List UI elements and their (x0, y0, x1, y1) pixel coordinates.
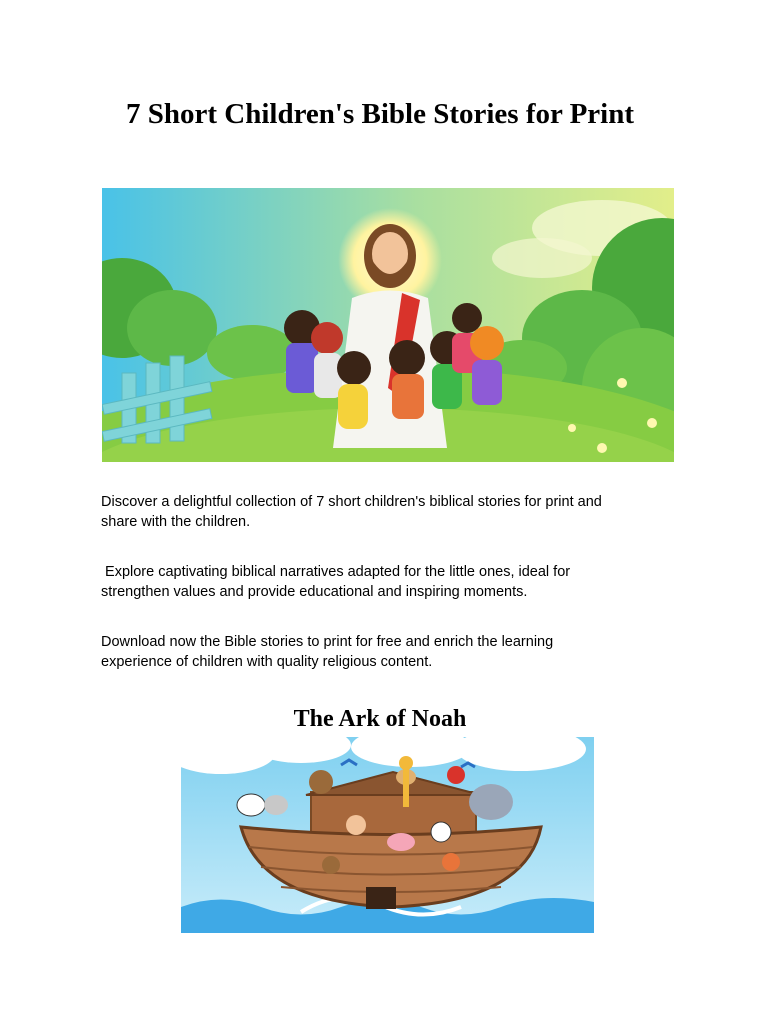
intro-paragraph: Discover a delightful collection of 7 short children's biblical stories for print and share with the children. (101, 494, 602, 530)
document-title: 7 Short Children's Bible Stories for Print (125, 98, 635, 130)
hero-illustration (102, 188, 674, 462)
download-paragraph: Download now the Bible stories to print for free and enrich the learning experience of children with quality religious content. (101, 634, 554, 670)
ark-illustration (181, 737, 594, 933)
section-title: The Ark of Noah (293, 706, 467, 732)
explore-paragraph: Explore captivating biblical narratives adapted for the little ones, ideal for strengthen values and provide educational and inspiring moments. (101, 564, 575, 600)
